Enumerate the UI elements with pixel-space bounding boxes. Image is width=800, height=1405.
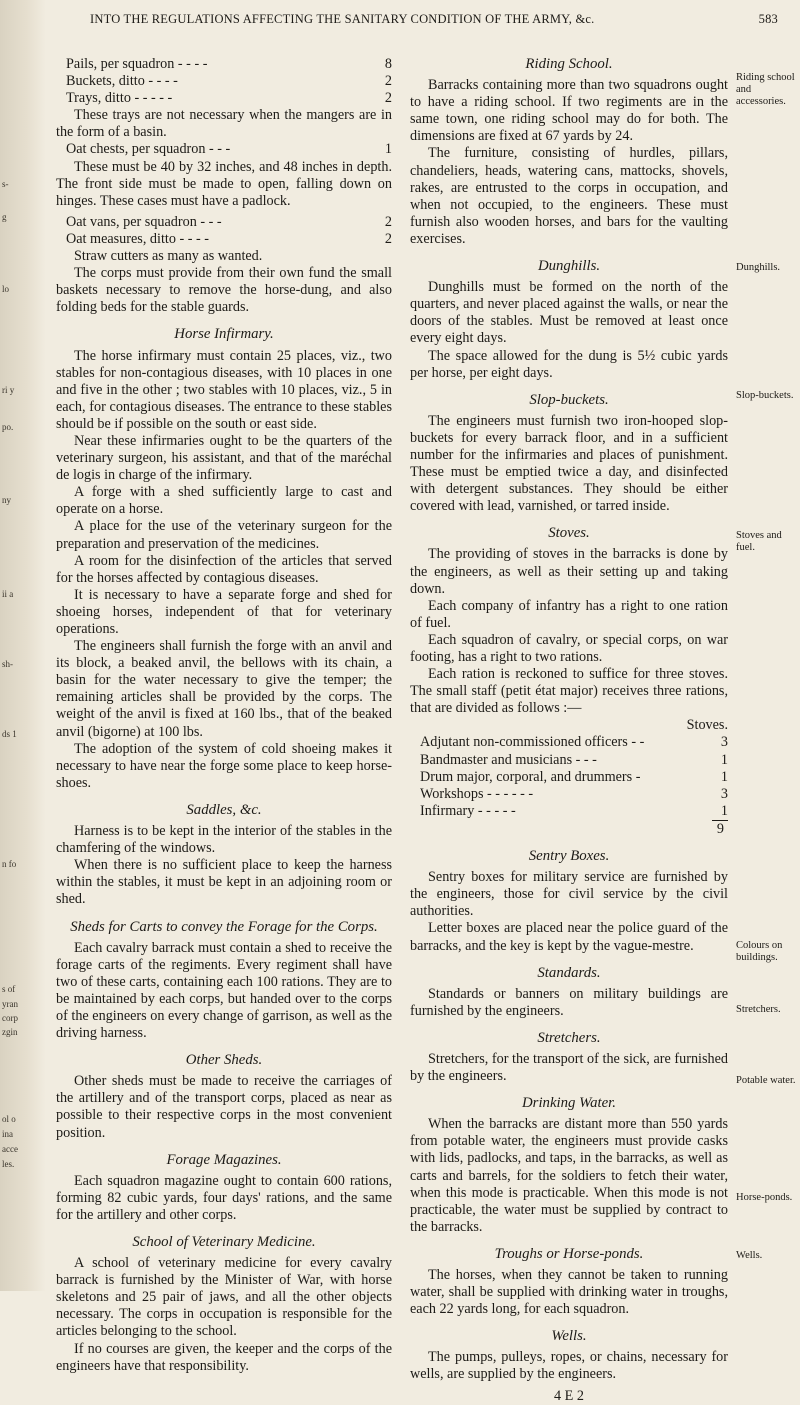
stoves-label: Workshops - - - - - - — [420, 785, 534, 802]
paragraph: The providing of stoves in the barracks is done by the engineers, as well as their setting up and taking down. — [410, 546, 728, 597]
sidenote-stretchers: Stretchers. — [736, 1004, 781, 1015]
stoves-table — [410, 717, 728, 838]
gutter-fragment: ri y — [2, 385, 15, 395]
item-label: Pails, per squadron - - - - — [66, 56, 208, 72]
gutter-fragment: corp — [2, 1013, 18, 1023]
item-value: 2 — [384, 230, 392, 247]
stoves-label: Adjutant non-commissioned officers - - — [420, 734, 645, 751]
oat-vans-row — [56, 214, 392, 231]
paragraph: Barracks containing more than two squadrons ought to have a riding school. If two regiments are in the same town, one riding school may do for both. The dimensions are fixed at 67 yards by 24. — [410, 77, 728, 145]
stoves-value: 1 — [720, 802, 728, 819]
heading-wells: Wells. — [551, 1328, 587, 1345]
stoves-label: Bandmaster and musicians - - - — [420, 751, 597, 768]
gutter-fragment: g — [2, 212, 7, 222]
paragraph: A forge with a shed sufficiently large to cast and operate on a horse. — [56, 484, 392, 518]
stoves-column-head: Stoves. — [686, 717, 728, 734]
gutter-fragment: ina — [2, 1129, 13, 1139]
signature-mark: 4 E 2 — [554, 1387, 584, 1404]
paragraph: Each squadron of cavalry, or special corps, on war footing, has a right to two rations. — [410, 631, 728, 665]
right-column — [410, 56, 728, 1405]
heading-troughs: Troughs or Horse-ponds. — [494, 1245, 644, 1262]
gutter-fragment: s- — [2, 179, 9, 189]
item-value: 8 — [384, 56, 392, 72]
pails-row — [56, 56, 392, 73]
heading-horse-infirmary: Horse Infirmary. — [174, 326, 274, 343]
paragraph: Near these infirmaries ought to be the quarters of the veterinary surgeon, his assistant, and that of the maréchal de logis in charge of the infirmary. — [56, 432, 392, 484]
paragraph: The horses, when they cannot be taken to running water, shall be supplied with drinking water in troughs, each 22 yards long, for each squadron. — [410, 1267, 728, 1318]
buckets-row — [56, 73, 392, 90]
sidenote-ponds: Horse-ponds. — [736, 1192, 793, 1203]
item-label: Oat chests, per squadron - - - — [66, 141, 231, 158]
paragraph: The furniture, consisting of hurdles, pillars, chandeliers, heads, watering cans, mattocks, shovels, rakes, are entrusted to the corps in occupation, and when not occupied, to the engineers. These must furnish also wooden horses, and bars for the vaulting exercises. — [410, 145, 728, 247]
paragraph: The adoption of the system of cold shoeing makes it necessary to have near the forge some place to keep horse-shoes. — [56, 740, 392, 791]
paragraph: It is necessary to have a separate forge and shed for shoeing horses, independent of that for veterinary operations. — [56, 586, 392, 637]
heading-saddles: Saddles, &c. — [186, 801, 262, 818]
paragraph: A school of veterinary medicine for every cavalry barrack is furnished by the Minister of War, with horse skeletons and 25 pair of jaws, and all the other objects necessary. The corps in occupation is responsible for the articles belonging to the school. — [56, 1255, 392, 1340]
heading-stretchers: Stretchers. — [537, 1029, 601, 1046]
paragraph: A room for the disinfection of the articles that served for the horses affected by contagious diseases. — [56, 552, 392, 586]
sidenote-potable: Potable water. — [736, 1075, 796, 1086]
gutter-fragment: les. — [2, 1159, 15, 1169]
paragraph: Each ration is reckoned to suffice for three stoves. The small staff (petit état major) receives three rations, that are divided as follows :— — [410, 666, 728, 717]
paragraph: The pumps, pulleys, ropes, or chains, necessary for wells, are supplied by the engineers. — [410, 1349, 728, 1383]
gutter-fragment: acce — [2, 1144, 18, 1154]
item-value: 2 — [384, 90, 392, 107]
paragraph: Standards or banners on military buildings are furnished by the engineers. — [410, 985, 728, 1019]
straw-cutters: Straw cutters as many as wanted. — [74, 248, 263, 265]
paragraph: Stretchers, for the transport of the sick, are furnished by the engineers. — [410, 1050, 728, 1085]
heading-other-sheds: Other Sheds. — [185, 1052, 263, 1069]
heading-drinking-water: Drinking Water. — [522, 1095, 616, 1112]
paragraph: A place for the use of the veterinary surgeon for the preparation and preservation of the medicines. — [56, 518, 392, 552]
oat-measures-row — [56, 231, 392, 248]
adjacent-page-fragments — [0, 0, 56, 1291]
item-value: 2 — [384, 73, 392, 90]
heading-veterinary-school: School of Veterinary Medicine. — [132, 1234, 316, 1250]
stoves-row — [420, 734, 728, 751]
heading-dunghills: Dunghills. — [537, 258, 601, 275]
stoves-row — [420, 769, 728, 786]
sidenote-stoves: Stoves and fuel. — [736, 530, 782, 553]
paragraph: The horse infirmary must contain 25 places, viz., two stables for non-contagious diseases, with 10 places in one and five in the other ; two stables with 10 places, viz., 5 in each, for contagious diseases. The entrance to these stables should be if possible on the south or east side. — [56, 347, 392, 432]
sidenote-wells: Wells. — [736, 1250, 763, 1261]
item-value: 2 — [384, 213, 392, 230]
stoves-value: 1 — [720, 768, 728, 785]
heading-sheds-forage-carts: Sheds for Carts to convey the Forage for the Corps. — [70, 918, 378, 935]
paragraph: Harness is to be kept in the interior of the stables in the chamfering of the windows. — [56, 823, 392, 857]
heading-forage-magazines: Forage Magazines. — [166, 1151, 282, 1168]
running-head-title: INTO THE REGULATIONS AFFECTING THE SANITARY CONDITION OF THE ARMY, &c. — [90, 12, 595, 26]
item-label: Buckets, ditto - - - - — [66, 73, 178, 90]
gutter-fragment: ii a — [2, 589, 14, 599]
corps-provide-paragraph: The corps must provide from their own fund the small baskets necessary to remove the horse-dung, and also folding beds for the stable guards. — [56, 265, 392, 316]
paragraph: The engineers must furnish two iron-hooped slop-buckets for every barrack floor, and in a sufficient number for the infirmaries and places of punishment. These must be emptied twice a day, and disinfected with detergent substances. They should be either covered with lead, varnished, or tarred inside. — [410, 412, 728, 515]
stoves-row — [420, 786, 728, 803]
gutter-fragment: n fo — [2, 859, 17, 869]
stoves-value: 3 — [720, 785, 728, 802]
heading-sentry-boxes: Sentry Boxes. — [528, 848, 610, 865]
stoves-value: 3 — [720, 734, 728, 751]
paragraph: Letter boxes are placed near the police guard of the barracks, and the key is kept by the vague-mestre. — [410, 920, 728, 954]
page-number: 583 — [758, 12, 778, 26]
item-value: 1 — [384, 141, 392, 158]
heading-slop-buckets: Slop-buckets. — [529, 391, 609, 408]
paragraph: Each cavalry barrack must contain a shed to receive the forage carts of the regiments. Every regiment shall have two of these carts, containing each 100 rations. They are to be maintained by each corps, but handed over to the corps of the engineers on every change of garrison, as well as the driving harness. — [56, 939, 392, 1042]
oat-chests-note: These must be 40 by 32 inches, and 48 inches in depth. The front side must be made to open, falling down on hinges. These cases must have a padlock. — [56, 158, 392, 209]
item-label: Oat measures, ditto - - - - — [66, 230, 210, 247]
heading-standards: Standards. — [537, 964, 601, 981]
stoves-total: 9 — [716, 820, 724, 837]
paragraph: Dunghills must be formed on the north of the quarters, and never placed against the walls, or near the doors of the stables. Must be removed at least once every eight days. — [410, 279, 728, 347]
paragraph: Each squadron magazine ought to contain 600 rations, forming 82 cubic yards, four days' rations, and the same for the artillery and other corps. — [56, 1172, 392, 1223]
sidenote-riding: Riding school and accessories. — [736, 72, 795, 107]
paragraph: When the barracks are distant more than 550 yards from potable water, the engineers must provide casks with lids, padlocks, and taps, in the barracks, as well as carts and barrels, for the soldiers to fetch their water, when this mode is practicable. When this mode is not practicable, the water must be supplied by contract to the barracks. — [410, 1116, 728, 1235]
gutter-fragment: s of — [2, 984, 16, 994]
gutter-fragment: zgin — [2, 1027, 18, 1037]
paragraph: When there is no sufficient place to keep the harness within the stables, it must be kept in an adjoining room or shed. — [56, 857, 392, 908]
paragraph: If no courses are given, the keeper and the corps of the engineers have that responsibility. — [56, 1340, 392, 1374]
paragraph: Other sheds must be made to receive the carriages of the artillery and of the transport corps, placed as near as possible to their respective corps in the most convenient position. — [56, 1073, 392, 1141]
stoves-value: 1 — [720, 751, 728, 768]
gutter-fragment: ol o — [2, 1114, 16, 1124]
heading-riding-school: Riding School. — [525, 56, 613, 72]
stoves-row — [420, 752, 728, 769]
stoves-label: Drum major, corporal, and drummers - — [420, 768, 641, 785]
sidenote-slop-buckets: Slop-buckets. — [736, 390, 794, 401]
trays-row — [56, 90, 392, 107]
item-label: Oat vans, per squadron - - - — [66, 213, 222, 230]
gutter-fragment: po. — [2, 422, 14, 432]
paragraph: Each company of infantry has a right to one ration of fuel. — [410, 597, 728, 631]
gutter-fragment: yran — [2, 999, 18, 1009]
stoves-label: Infirmary - - - - - — [420, 802, 516, 819]
item-label: Trays, ditto - - - - - — [66, 90, 173, 107]
gutter-fragment: ny — [2, 495, 11, 505]
heading-stoves: Stoves. — [548, 525, 590, 542]
sidenote-dunghills: Dunghills. — [736, 262, 781, 273]
stoves-row — [420, 803, 728, 820]
paragraph: The engineers shall furnish the forge with an anvil and its block, a beaked anvil, the bellows with its chain, a basin for the water necessary to give the temper; the remaining articles shall be provided by the corps. The weight of the anvil is fixed at 160 lbs., that of the beaked anvil (bigorne) at 100 lbs. — [56, 638, 392, 740]
trays-note: These trays are not necessary when the mangers are in the form of a basin. — [56, 107, 392, 141]
oat-chests-row — [56, 141, 392, 158]
gutter-fragment: ds 1 — [2, 729, 17, 739]
gutter-fragment: lo — [2, 284, 10, 294]
paragraph: The space allowed for the dung is 5½ cubic yards per horse, per eight days. — [410, 347, 728, 381]
sidenote-colours: Colours on buildings. — [736, 940, 783, 963]
gutter-fragment: sh- — [2, 659, 13, 669]
paragraph: Sentry boxes for military service are furnished by the engineers, those for civil service by the civil authorities. — [410, 869, 728, 920]
left-column — [56, 56, 392, 1375]
